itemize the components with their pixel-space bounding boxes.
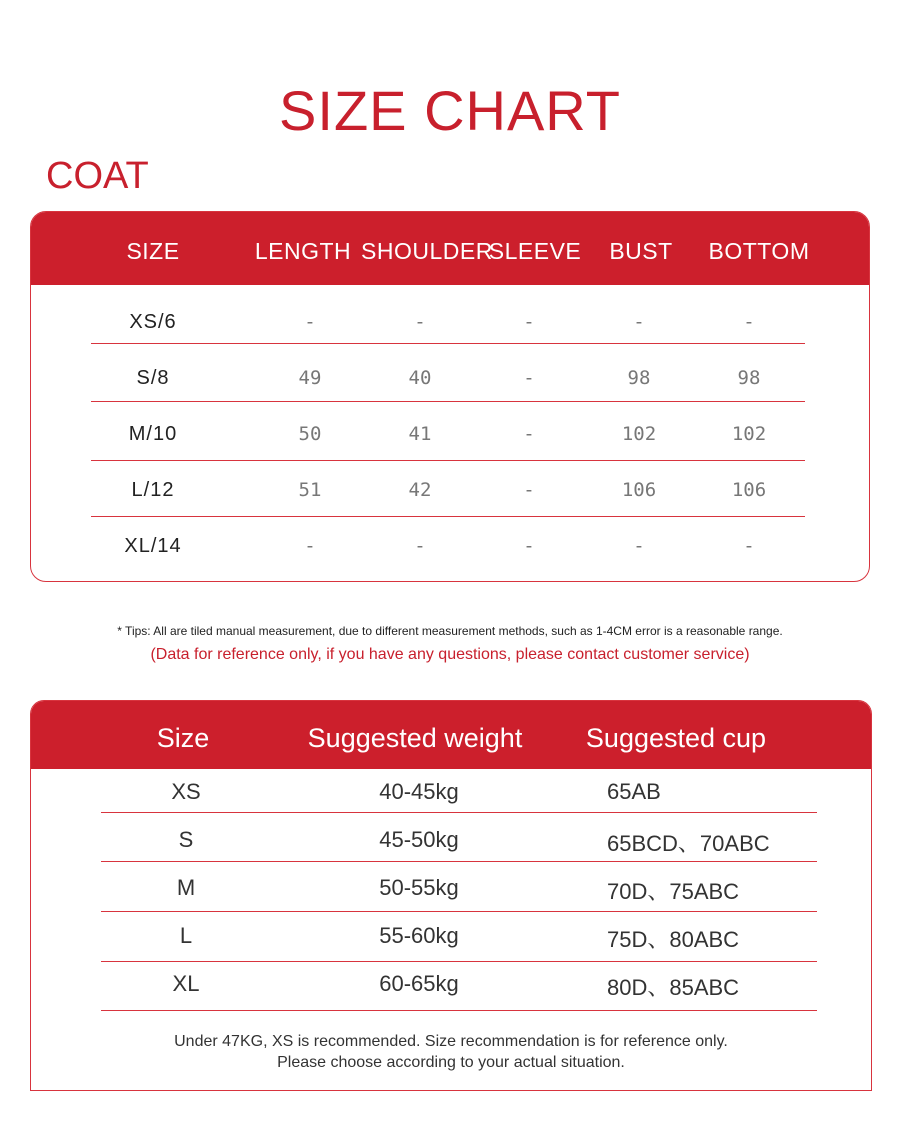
row-divider bbox=[101, 812, 817, 813]
row-bottom: - bbox=[743, 535, 755, 557]
row-bottom: - bbox=[743, 311, 755, 333]
reference-note: (Data for reference only, if you have any questions, please contact customer service) bbox=[150, 646, 750, 663]
header-sleeve: SLEEVE bbox=[488, 238, 582, 264]
row-length: - bbox=[304, 311, 316, 333]
measurement-tips: * Tips: All are tiled manual measurement, due to different measurement methods, such as 1-4CM error is a reasonable range. bbox=[117, 624, 783, 638]
row-weight: 60-65kg bbox=[379, 971, 459, 996]
row-divider bbox=[101, 911, 817, 912]
row-bust: 106 bbox=[621, 479, 657, 501]
row-divider bbox=[91, 401, 805, 402]
section-label-coat: COAT bbox=[46, 155, 149, 197]
row-bust: - bbox=[633, 535, 645, 557]
recommendation-footer bbox=[31, 1031, 871, 1073]
row-cup: 70D、75ABC bbox=[607, 879, 740, 904]
header-shoulder: SHOULDER bbox=[361, 238, 493, 264]
row-bust: 98 bbox=[627, 367, 651, 389]
row-bottom: 98 bbox=[737, 367, 761, 389]
row-weight: 45-50kg bbox=[379, 827, 459, 852]
row-size: S bbox=[178, 827, 194, 852]
header-size: Size bbox=[156, 723, 210, 753]
row-bust: - bbox=[633, 311, 645, 333]
header-size: SIZE bbox=[126, 238, 180, 264]
row-bust: 102 bbox=[621, 423, 657, 445]
footer-line-1: Under 47KG, XS is recommended. Size recommendation is for reference only. bbox=[174, 1033, 728, 1050]
row-cup: 80D、85ABC bbox=[607, 975, 740, 1000]
row-divider bbox=[91, 343, 805, 344]
row-length: 49 bbox=[298, 367, 322, 389]
row-cup: 65BCD、70ABC bbox=[607, 831, 770, 856]
header-suggested-weight: Suggested weight bbox=[307, 723, 523, 753]
row-divider bbox=[101, 1010, 817, 1011]
row-sleeve: - bbox=[523, 535, 535, 557]
row-shoulder: 41 bbox=[408, 423, 432, 445]
row-sleeve: - bbox=[523, 311, 535, 333]
size-recommendation-table bbox=[30, 700, 872, 1091]
row-size: S/8 bbox=[136, 367, 170, 389]
row-weight: 55-60kg bbox=[379, 923, 459, 948]
row-cup: 65AB bbox=[607, 779, 661, 804]
row-shoulder: 42 bbox=[408, 479, 432, 501]
row-shoulder: - bbox=[414, 311, 426, 333]
row-size: L bbox=[179, 923, 193, 948]
row-bottom: 106 bbox=[731, 479, 767, 501]
row-length: - bbox=[304, 535, 316, 557]
header-length: LENGTH bbox=[254, 238, 352, 264]
row-cup: 75D、80ABC bbox=[607, 927, 740, 952]
row-size: L/12 bbox=[131, 479, 175, 501]
row-divider bbox=[91, 516, 805, 517]
row-bottom: 102 bbox=[731, 423, 767, 445]
row-sleeve: - bbox=[523, 423, 535, 445]
row-divider bbox=[91, 460, 805, 461]
coat-size-table bbox=[30, 211, 870, 582]
row-length: 51 bbox=[298, 479, 322, 501]
row-sleeve: - bbox=[523, 479, 535, 501]
header-bottom: BOTTOM bbox=[708, 238, 810, 264]
row-sleeve: - bbox=[523, 367, 535, 389]
row-size: XS/6 bbox=[129, 311, 177, 333]
row-size: XS bbox=[171, 779, 201, 804]
header-bust: BUST bbox=[609, 238, 673, 264]
row-divider bbox=[101, 861, 817, 862]
row-shoulder: 40 bbox=[408, 367, 432, 389]
page-title: SIZE CHART bbox=[279, 79, 621, 142]
header-suggested-cup: Suggested cup bbox=[585, 723, 767, 753]
row-size: XL bbox=[172, 971, 200, 996]
row-shoulder: - bbox=[414, 535, 426, 557]
row-size: M/10 bbox=[128, 423, 178, 445]
row-size: XL/14 bbox=[124, 535, 182, 557]
row-weight: 50-55kg bbox=[379, 875, 459, 900]
footer-line-2: Please choose according to your actual situation. bbox=[277, 1054, 625, 1071]
row-weight: 40-45kg bbox=[379, 779, 459, 804]
coat-table-header bbox=[31, 212, 869, 285]
recommendation-table-header bbox=[31, 701, 871, 769]
row-length: 50 bbox=[298, 423, 322, 445]
row-size: M bbox=[176, 875, 196, 900]
row-divider bbox=[101, 961, 817, 962]
